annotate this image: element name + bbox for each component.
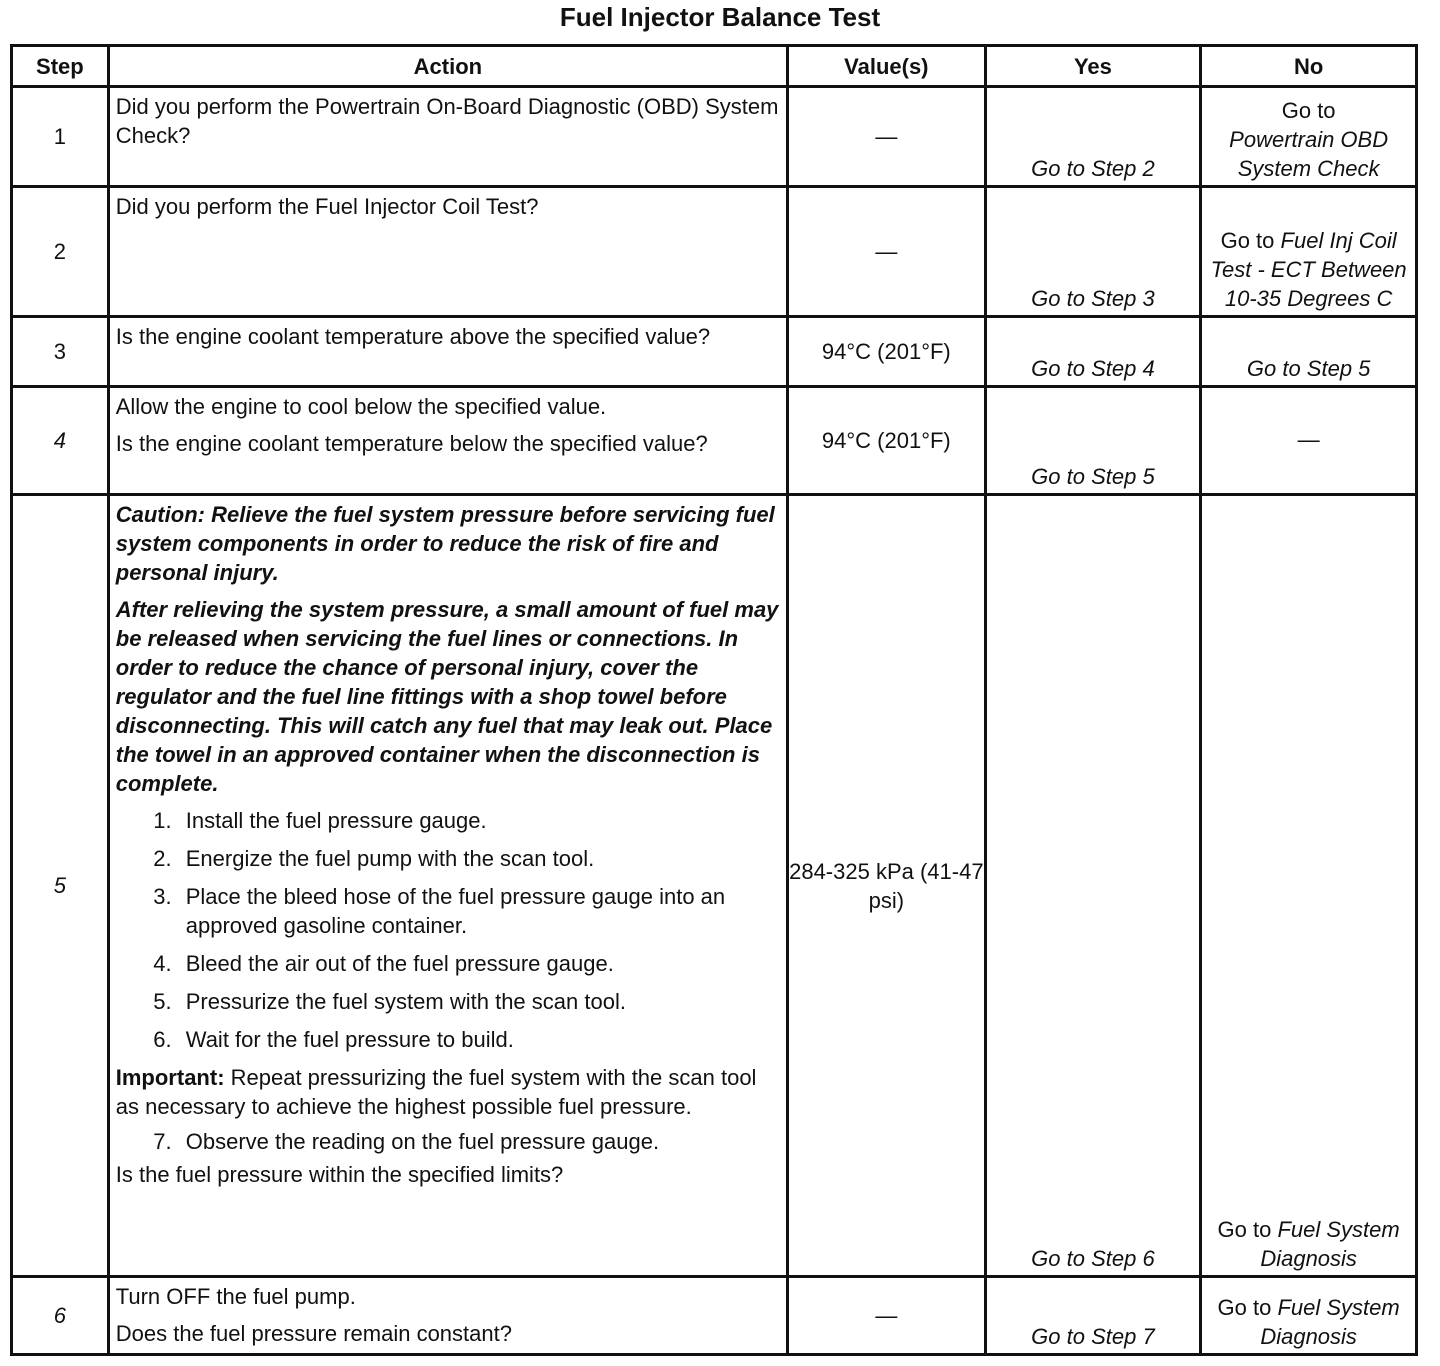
action-cell [108, 495, 787, 1277]
action-cell [108, 187, 787, 317]
header-no: No [1201, 46, 1417, 87]
value-cell: — [788, 187, 986, 317]
no-link[interactable]: Go to Step 5 [1201, 317, 1417, 387]
no-link[interactable]: Fuel System Diagnosis [1260, 1295, 1400, 1349]
procedure-list [116, 806, 780, 1054]
step-number: 1 [12, 87, 109, 187]
list-item: 3. Place the bleed hose of the fuel pressure gauge into an approved gasoline container. [178, 882, 780, 940]
no-cell [1201, 87, 1417, 187]
important-label: Important: [115, 1065, 225, 1090]
procedure-list-continued [116, 1127, 780, 1156]
no-prefix: Go to [1217, 1295, 1272, 1320]
yes-link[interactable]: Go to Step 7 [985, 1277, 1201, 1355]
list-item: 1. Install the fuel pressure gauge. [178, 806, 780, 835]
table-row [12, 87, 1417, 187]
table-row [12, 387, 1417, 495]
no-link[interactable]: Fuel System Diagnosis [1260, 1217, 1400, 1271]
step-number: 5 [12, 495, 109, 1277]
table-row [12, 187, 1417, 317]
action-text: Is the engine coolant temperature above the specified value? [115, 324, 711, 349]
table-row [12, 317, 1417, 387]
yes-link[interactable]: Go to Step 6 [985, 495, 1201, 1277]
list-item: 6. Wait for the fuel pressure to build. [178, 1025, 780, 1054]
action-question: Does the fuel pressure remain constant? [115, 1321, 512, 1346]
no-prefix: Go to [1220, 228, 1275, 253]
value-cell: — [788, 1277, 986, 1355]
value-cell: 284-325 kPa (41-47 psi) [788, 495, 986, 1277]
list-item: 7. Observe the reading on the fuel pressure gauge. [178, 1127, 780, 1156]
no-cell [1201, 495, 1417, 1277]
important-note [116, 1063, 780, 1121]
step-number: 3 [12, 317, 109, 387]
caution-text: Caution: Relieve the fuel system pressure before servicing fuel system components in order to reduce the risk of fire and personal injury. [115, 502, 775, 585]
step-number: 4 [12, 387, 109, 495]
yes-link[interactable]: Go to Step 5 [985, 387, 1201, 495]
action-cell [108, 87, 787, 187]
list-item: 5. Pressurize the fuel system with the scan tool. [178, 987, 780, 1016]
table-header-row [12, 46, 1417, 87]
action-text: Allow the engine to cool below the specified value. [115, 394, 607, 419]
no-prefix: Go to [1217, 1217, 1272, 1242]
no-value: — [1201, 387, 1417, 495]
caution-text: After relieving the system pressure, a small amount of fuel may be released when servicing the fuel lines or connections. In order to reduce the chance of personal injury, cover the regulator and the fuel line fittings with a shop towel before disconnecting. This will catch any fuel that may leak out. Place the towel in an approved container when the disconnection is complete. [115, 597, 779, 796]
step-number: 2 [12, 187, 109, 317]
important-text: Repeat pressurizing the fuel system with the scan tool as necessary to achieve the highest possible fuel pressure. [115, 1065, 757, 1119]
no-prefix: Go to [1281, 98, 1336, 123]
action-text: Did you perform the Powertrain On-Board Diagnostic (OBD) System Check? [115, 94, 779, 148]
action-cell [108, 1277, 787, 1355]
value-cell: 94°C (201°F) [788, 387, 986, 495]
no-cell [1201, 187, 1417, 317]
step-number: 6 [12, 1277, 109, 1355]
action-question: Is the engine coolant temperature below the specified value? [115, 431, 708, 456]
yes-link[interactable]: Go to Step 2 [985, 87, 1201, 187]
page-title: Fuel Injector Balance Test [559, 2, 881, 32]
action-cell [108, 317, 787, 387]
action-text: Did you perform the Fuel Injector Coil Test? [115, 194, 539, 219]
diagnostic-table [10, 44, 1418, 1356]
list-item: 4. Bleed the air out of the fuel pressure gauge. [178, 949, 780, 978]
header-values: Value(s) [788, 46, 986, 87]
yes-link[interactable]: Go to Step 3 [985, 187, 1201, 317]
table-row [12, 495, 1417, 1277]
action-text: Turn OFF the fuel pump. [115, 1284, 356, 1309]
no-cell [1201, 1277, 1417, 1355]
value-cell: — [788, 87, 986, 187]
no-link[interactable]: Powertrain OBD System Check [1229, 127, 1389, 181]
list-item: 2. Energize the fuel pump with the scan tool. [178, 844, 780, 873]
header-action: Action [108, 46, 787, 87]
header-step: Step [12, 46, 109, 87]
value-cell: 94°C (201°F) [788, 317, 986, 387]
header-yes: Yes [985, 46, 1201, 87]
action-question: Is the fuel pressure within the specified limits? [115, 1162, 564, 1187]
yes-link[interactable]: Go to Step 4 [985, 317, 1201, 387]
table-row [12, 1277, 1417, 1355]
action-cell [108, 387, 787, 495]
no-link[interactable]: Fuel Inj Coil Test - ECT Between 10-35 Degrees C [1210, 228, 1407, 311]
